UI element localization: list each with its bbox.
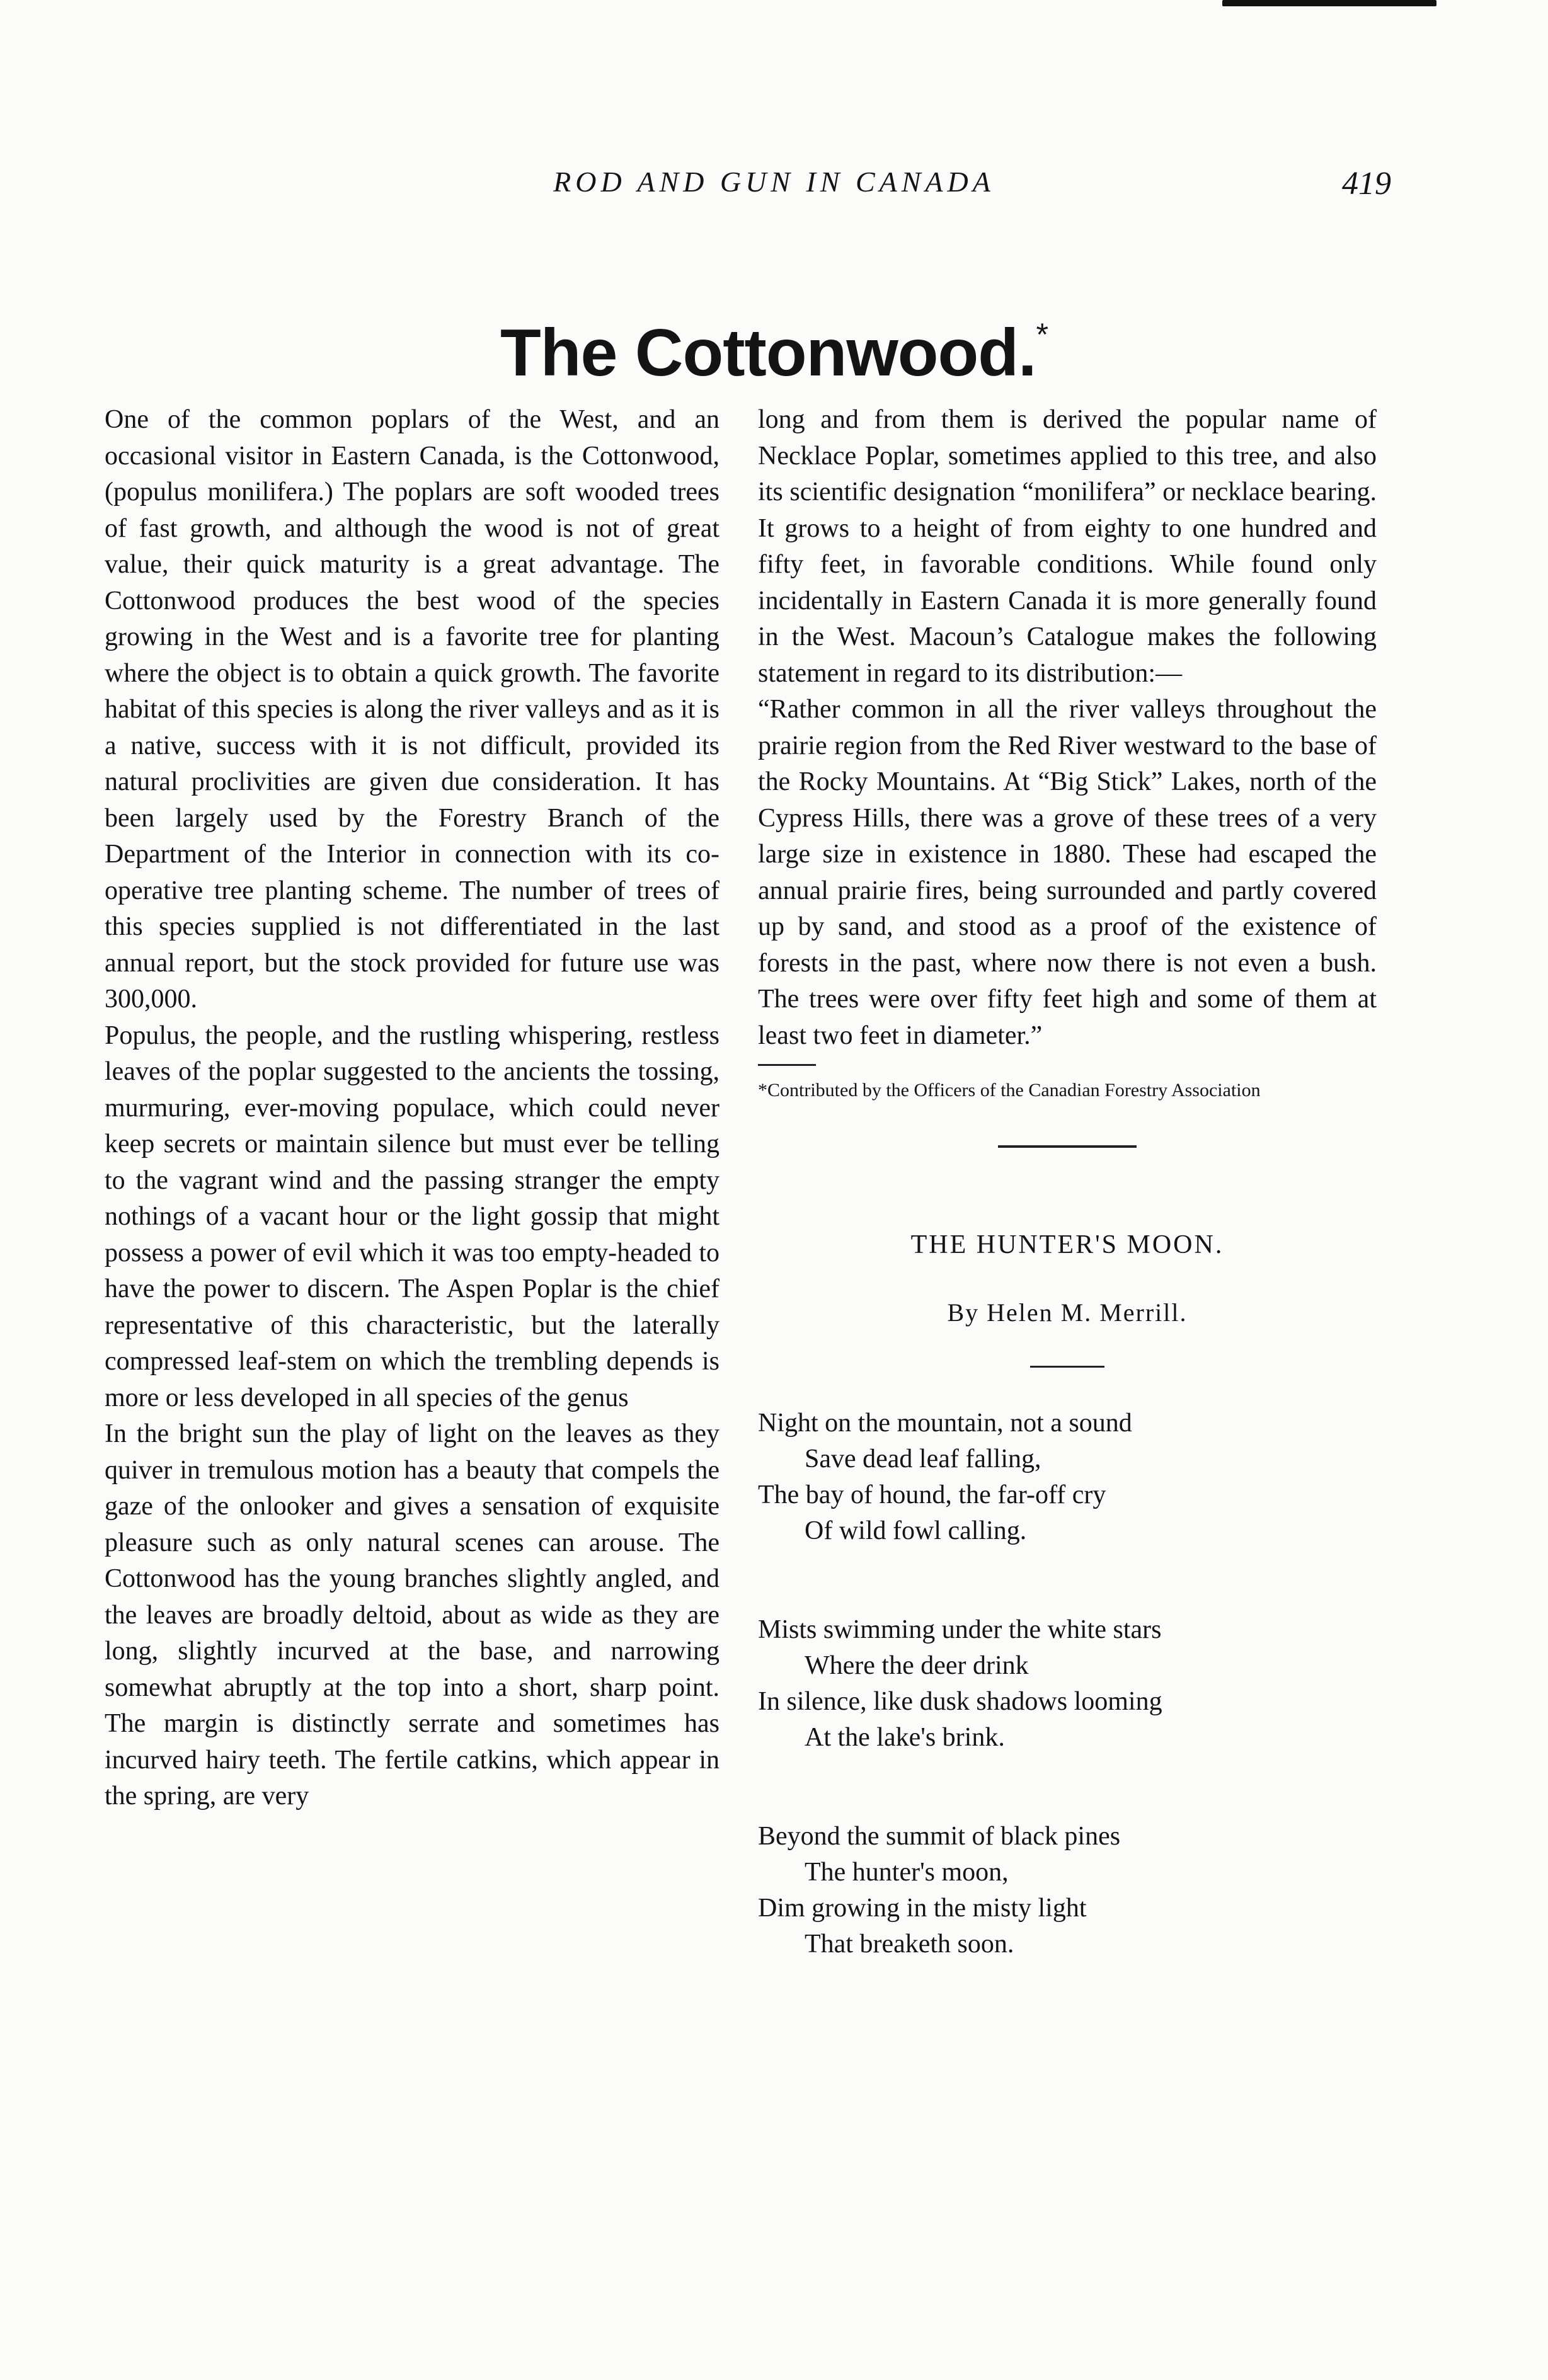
article-title — [0, 315, 1548, 391]
poem-stanza — [758, 1819, 1377, 1962]
poem-line: Dim growing in the misty light — [758, 1894, 1087, 1923]
poem-byline: By Helen M. Merrill. — [947, 1298, 1188, 1327]
poem-stanza — [758, 1612, 1377, 1756]
article-title-text: The Cottonwood. — [500, 316, 1036, 390]
footnote-mark: * — [1036, 317, 1048, 352]
article-paragraph-5: “Rather common in all the river valleys throughout the prairie region from the Red River westward to the base of the Rocky Mountains. At “Big Stick” Lakes, north of the Cypress Hills, there was a grove of these trees of a very large size in existence in 1880. These had escaped the annual prairie fires, being surrounded and partly covered up by sand, and stood as a proof of the existence of forests in the past, where now there is not even a bush. The trees were over fifty feet high and some of them at least two feet in diameter.” — [758, 695, 1377, 1050]
poem-line: The bay of hound, the far-off cry — [758, 1480, 1106, 1509]
poem-line: The hunter's moon, — [805, 1858, 1009, 1887]
poem-body — [758, 1405, 1377, 1962]
left-column — [105, 402, 720, 1815]
article-paragraph-2: Populus, the people, and the rustling whispering, restless leaves of the poplar suggested to the ancients the tossing, murmuring, ever-moving populace, which could never keep secrets or maintain silence but must ever be telling to the vagrant wind and the passing stranger the empty nothings of a vacant hour or the light gossip that might possess a power of evil which it was too empty-headed to have the power to discern. The Aspen Poplar is the chief representative of this characteristic, but the laterally compressed leaf-stem on which the trembling depends is more or less developed in all species of the genus — [105, 1021, 720, 1412]
article-paragraph-1: One of the common poplars of the West, and an occasional visitor in Eastern Canada, is the Cottonwood, (populus monilifera.) The poplars are soft wooded trees of fast growth, and although the wood is not of great value, their quick maturity is a great advantage. The Cottonwood produces the best wood of the species growing in the West and is a favorite tree for planting where the object is to obtain a quick growth. The favorite habitat of this species is along the river valleys and as it is a native, success with it is not difficult, provided its natural proclivities are given due consideration. It has been largely used by the Forestry Branch of the Department of the Interior in connection with its co-operative tree planting scheme. The number of trees of this species supplied is not differentiated in the last annual report, but the stock provided for future use was 300,000. — [105, 405, 720, 1014]
poem-divider — [1030, 1366, 1104, 1368]
footnote: *Contributed by the Officers of the Canadian Forestry Association — [758, 1080, 1261, 1101]
poem-line: That breaketh soon. — [805, 1930, 1014, 1959]
poem-line: At the lake's brink. — [805, 1723, 1005, 1752]
scan-edge-mark — [1222, 0, 1436, 6]
poem-line: Of wild fowl calling. — [805, 1516, 1027, 1545]
page-number: 419 — [1342, 166, 1391, 202]
right-column — [758, 402, 1377, 2025]
footnote-divider — [758, 1064, 816, 1066]
running-head: ROD AND GUN IN CANADA — [553, 166, 995, 198]
poem-line: In silence, like dusk shadows looming — [758, 1687, 1162, 1716]
poem-line: Beyond the summit of black pines — [758, 1822, 1121, 1851]
poem-title: THE HUNTER'S MOON. — [910, 1230, 1224, 1259]
poem-line: Night on the mountain, not a sound — [758, 1409, 1132, 1438]
article-paragraph-4: long and from them is derived the popular name of Necklace Poplar, sometimes applied to this tree, and also its scientific designation “monilifera” or necklace bearing. It grows to a height of from eighty to one hundred and fifty feet, in favorable conditions. While found only incidentally in Eastern Canada it is more generally found in the West. Macoun’s Catalogue makes the following statement in regard to its distribution:— — [758, 405, 1377, 688]
poem-line: Where the deer drink — [805, 1651, 1029, 1680]
poem-line: Save dead leaf falling, — [805, 1445, 1041, 1473]
article-paragraph-3: In the bright sun the play of light on the leaves as they quiver in tremulous motion has a beauty that compels the gaze of the onlooker and gives a sensation of exquisite pleasure such as only natural scenes can arouse. The Cottonwood has the young branches slightly angled, and the leaves are broadly deltoid, about as wide as they are long, slightly incurved at the base, and narrowing somewhat abruptly at the top into a short, sharp point. The margin is distinctly serrate and sometimes has incurved hairy teeth. The fertile catkins, which appear in the spring, are very — [105, 1419, 720, 1811]
poem-stanza — [758, 1405, 1377, 1549]
section-divider — [998, 1145, 1137, 1148]
poem-line: Mists swimming under the white stars — [758, 1615, 1162, 1644]
